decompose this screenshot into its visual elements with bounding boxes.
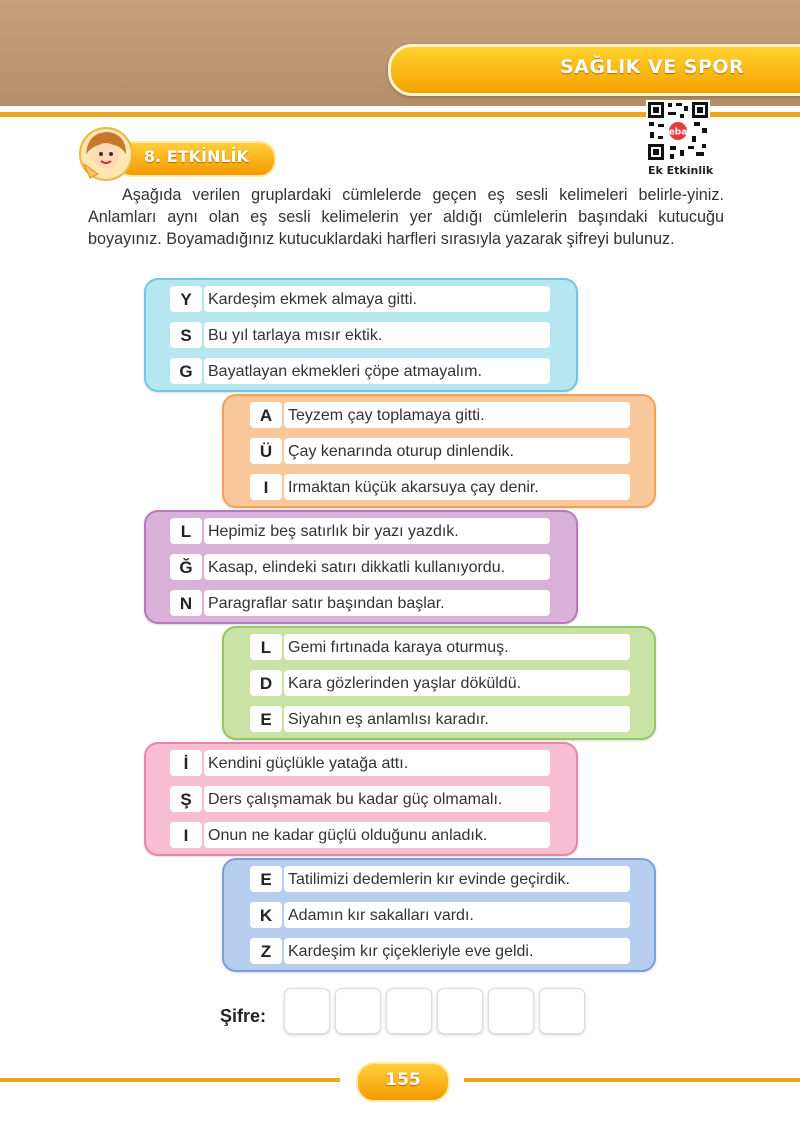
letter-checkbox[interactable]: Y — [170, 286, 202, 312]
letter-checkbox[interactable]: N — [170, 590, 202, 616]
sentence-text: Bu yıl tarlaya mısır ektik. — [204, 322, 550, 348]
sentence-row — [170, 554, 550, 580]
instructions-text: Aşağıda verilen gruplardaki cümlelerde geçen eş sesli kelimeleri belirle-yiniz. Anlamları aynı olan eş sesli kelimelerin yer aldığı cümlelerin başındaki kutucuğu boyayınız. Boyamadığınız kutucuklardaki harfleri sırasıyla yazarak şifreyi bulunuz. — [88, 186, 724, 248]
answer-label: Şifre: — [220, 1006, 267, 1026]
letter-checkbox[interactable]: Z — [250, 938, 282, 964]
sentence-row — [250, 902, 630, 928]
instructions — [88, 184, 724, 250]
letter-checkbox[interactable]: D — [250, 670, 282, 696]
letter-checkbox[interactable]: Ğ — [170, 554, 202, 580]
sentence-text: Kara gözlerinden yaşlar döküldü. — [284, 670, 630, 696]
sentence-row — [170, 822, 550, 848]
sentence-text: Tatilimizi dedemlerin kır evinde geçirdik. — [284, 866, 630, 892]
sentence-row — [170, 786, 550, 812]
sentence-text: Adamın kır sakalları vardı. — [284, 902, 630, 928]
qr-label: Ek Etkinlik — [648, 164, 714, 177]
letter-checkbox[interactable]: Ü — [250, 438, 282, 464]
answer-letter-box[interactable] — [284, 988, 330, 1034]
sentence-row — [170, 590, 550, 616]
chapter-title: SAĞLIK VE SPOR — [560, 56, 745, 78]
answer-letter-box[interactable] — [539, 988, 585, 1034]
sentence-row — [170, 322, 550, 348]
bottom-divider-right — [464, 1078, 800, 1082]
letter-checkbox[interactable]: E — [250, 706, 282, 732]
sentence-text: Kardeşim ekmek almaya gitti. — [204, 286, 550, 312]
letter-checkbox[interactable]: G — [170, 358, 202, 384]
letter-checkbox[interactable]: L — [170, 518, 202, 544]
sentence-text: Ders çalışmamak bu kadar güç olmamalı. — [204, 786, 550, 812]
svg-text:eba: eba — [668, 127, 688, 138]
letter-checkbox[interactable]: İ — [170, 750, 202, 776]
letter-checkbox[interactable]: K — [250, 902, 282, 928]
bottom-divider-left — [0, 1078, 340, 1082]
sentence-text: Kendini güçlükle yatağa attı. — [204, 750, 550, 776]
sentence-row — [170, 518, 550, 544]
sentence-row — [250, 938, 630, 964]
sentence-text: Teyzem çay toplamaya gitti. — [284, 402, 630, 428]
letter-checkbox[interactable]: I — [250, 474, 282, 500]
sentence-text: Irmaktan küçük akarsuya çay denir. — [284, 474, 630, 500]
sentence-text: Paragraflar satır başından başlar. — [204, 590, 550, 616]
letter-checkbox[interactable]: L — [250, 634, 282, 660]
sentence-text: Gemi fırtınada karaya oturmuş. — [284, 634, 630, 660]
qr-code-icon[interactable] — [646, 100, 710, 162]
letter-checkbox[interactable]: E — [250, 866, 282, 892]
girl-mascot-icon — [76, 124, 136, 182]
sentence-row — [250, 634, 630, 660]
answer-letter-box[interactable] — [335, 988, 381, 1034]
sentence-row — [250, 438, 630, 464]
sentence-row — [250, 670, 630, 696]
sentence-text: Kasap, elindeki satırı dikkatli kullanıyordu. — [204, 554, 550, 580]
sentence-row — [250, 402, 630, 428]
sentence-row — [250, 866, 630, 892]
page-number: 155 — [385, 1070, 421, 1090]
answer-letter-box[interactable] — [386, 988, 432, 1034]
sentence-row — [250, 706, 630, 732]
letter-checkbox[interactable]: Ş — [170, 786, 202, 812]
sentence-row — [170, 358, 550, 384]
letter-checkbox[interactable]: I — [170, 822, 202, 848]
letter-checkbox[interactable]: S — [170, 322, 202, 348]
sentence-text: Onun ne kadar güçlü olduğunu anladık. — [204, 822, 550, 848]
sentence-row — [250, 474, 630, 500]
sentence-text: Siyahın eş anlamlısı karadır. — [284, 706, 630, 732]
sentence-text: Bayatlayan ekmekleri çöpe atmayalım. — [204, 358, 550, 384]
sentence-row — [170, 286, 550, 312]
answer-letter-box[interactable] — [488, 988, 534, 1034]
letter-checkbox[interactable]: A — [250, 402, 282, 428]
sentence-text: Kardeşim kır çiçekleriyle eve geldi. — [284, 938, 630, 964]
sentence-row — [170, 750, 550, 776]
activity-title: 8. ETKİNLİK — [144, 147, 249, 166]
sentence-text: Hepimiz beş satırlık bir yazı yazdık. — [204, 518, 550, 544]
answer-letter-box[interactable] — [437, 988, 483, 1034]
sentence-text: Çay kenarında oturup dinlendik. — [284, 438, 630, 464]
